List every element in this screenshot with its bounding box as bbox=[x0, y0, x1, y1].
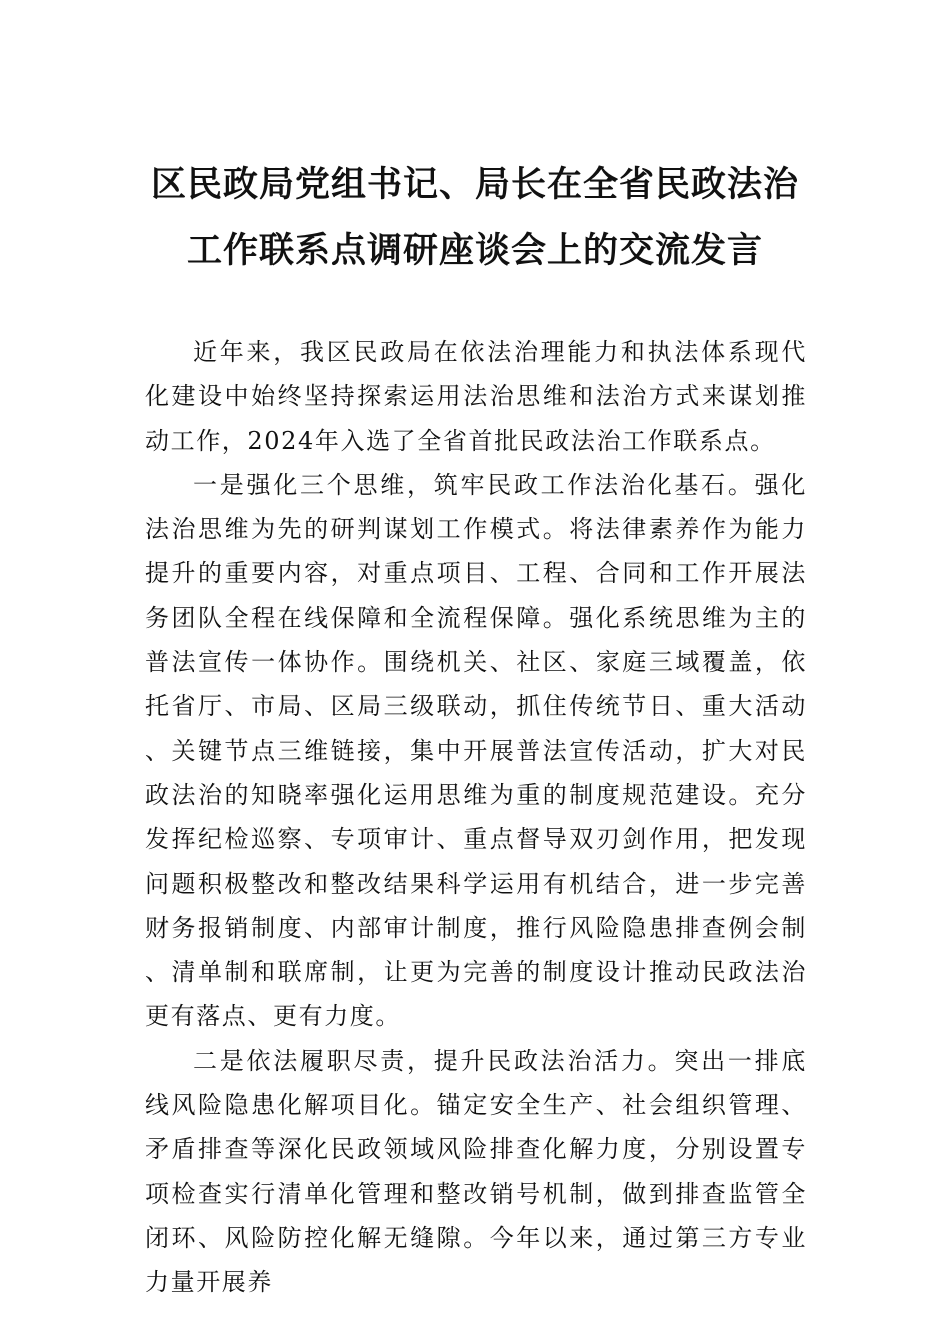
paragraph-point-one: 一是强化三个思维，筑牢民政工作法治化基石。强化法治思维为先的研判谋划工作模式。将法律素养作为能力提升的重要内容，对重点项目、工程、合同和工作开展法务团队全程在线保障和全流程保障。强化系统思维为主的普法宣传一体协作。围绕机关、社区、家庭三域覆盖，依托省厅、市局、区局三级联动，抓住传统节日、重大活动、关键节点三维链接，集中开展普法宣传活动，扩大对民政法治的知晓率强化运用思维为重的制度规范建设。充分发挥纪检巡察、专项审计、重点督导双刃剑作用，把发现问题积极整改和整改结果科学运用有机结合，进一步完善财务报销制度、内部审计制度，推行风险隐患排查例会制、清单制和联席制，让更为完善的制度设计推动民政法治更有落点、更有力度。 bbox=[145, 470, 807, 1031]
document-body bbox=[145, 330, 807, 1305]
document-title-line-1: 区民政局党组书记、局长在全省民政法治 bbox=[150, 164, 799, 205]
paragraph-intro: 近年来，我区民政局在依法治理能力和执法体系现代化建设中始终坚持探索运用法治思维和法治方式来谋划推动工作，2024年入选了全省首批民政法治工作联系点。 bbox=[145, 338, 807, 455]
paragraph-point-two: 二是依法履职尽责，提升民政法治活力。突出一排底线风险隐患化解项目化。锚定安全生产、社会组织管理、矛盾排查等深化民政领域风险排查化解力度，分别设置专项检查实行清单化管理和整改销号机制，做到排查监管全闭环、风险防控化解无缝隙。今年以来，通过第三方专业力量开展养 bbox=[145, 1046, 807, 1297]
document-title-line-2: 工作联系点调研座谈会上的交流发言 bbox=[186, 230, 763, 271]
